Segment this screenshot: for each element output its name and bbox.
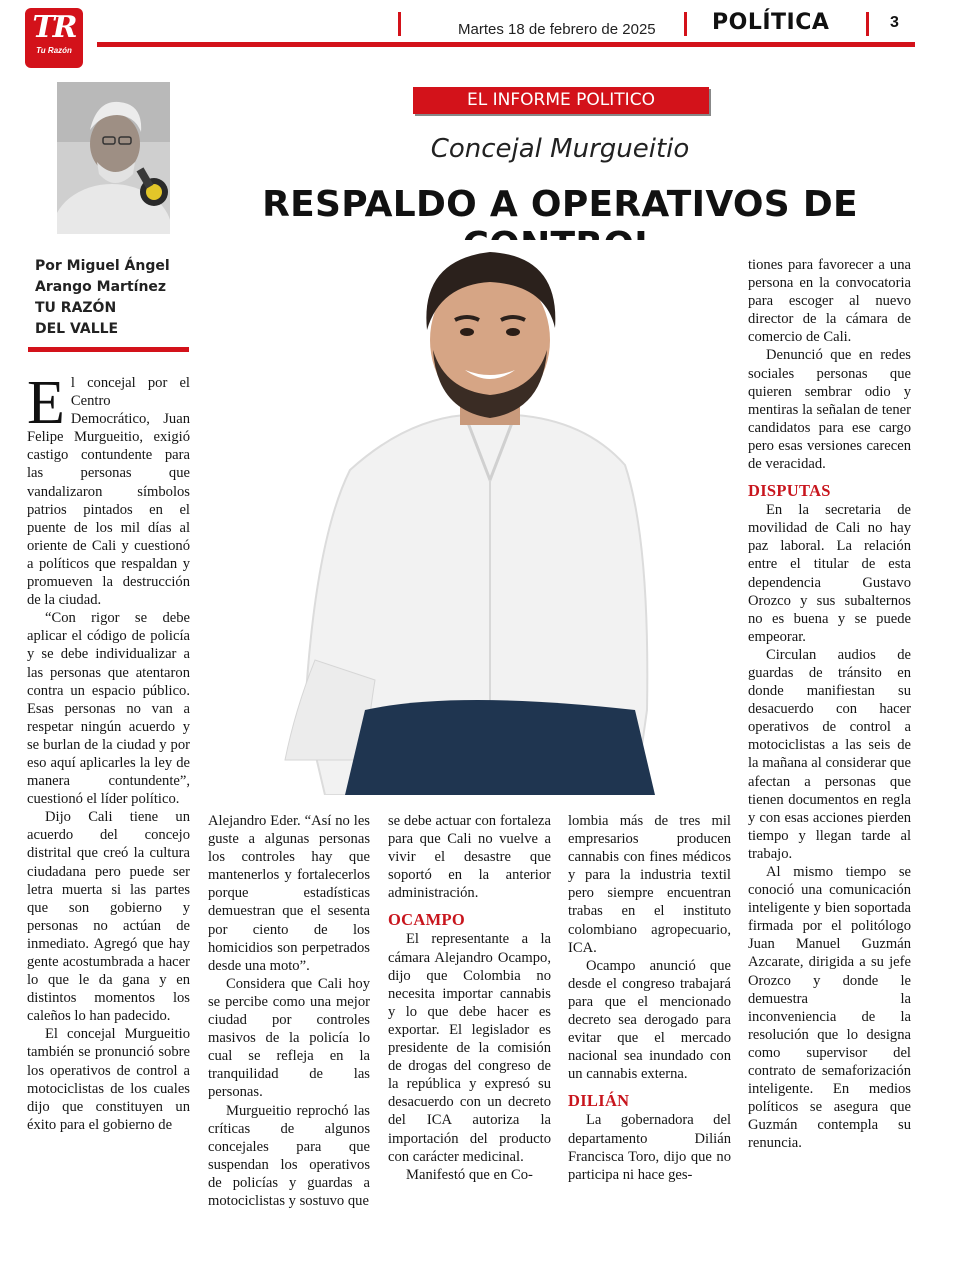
page-number: 3 xyxy=(890,14,899,31)
article-column-5 xyxy=(748,256,911,1153)
section-title: POLÍTICA xyxy=(712,10,830,35)
article-paragraph: El concejal Murgueitio también se pronunció sobre los operativos de control a motociclistas de los cuales dijo que constituyen un éxito para el gobierno de xyxy=(27,1026,190,1133)
newspaper-logo xyxy=(25,8,83,68)
article-paragraph: Circulan audios de guardas de tránsito en donde manifiestan su desacuerdo con hacer operativos de control a motociclistas a las seis de la mañana al considerar que afectan a personas que tienen documentos en regla y con esas acciones pierden tiempo y llegan tarde al trabajo. xyxy=(748,646,911,862)
logo-mark: TR xyxy=(32,10,76,45)
article-paragraph: se debe actuar con fortaleza para que Cali no vuelve a vivir el desastre que soportó en la anterior administración. xyxy=(388,813,551,902)
section-heading-ocampo: OCAMPO xyxy=(388,910,465,930)
article-paragraph: Considera que Cali hoy se percibe como una mejor ciudad por controles masivos de la policía lo cual se refleja en la tranquilidad de las personas. xyxy=(208,975,370,1101)
issue-date: Martes 18 de febrero de 2025 xyxy=(458,21,656,38)
article-paragraph: Dijo Cali tiene un acuerdo del concejo distrital que creó la cultura ciudadana pero puede ser letra muerta si las partes que son gobierno y personas no actúan de inmediato. Agregó que hay gente acostumbrada a hacer lo que le da gana y en distintos momentos los caleños lo han padecido. xyxy=(27,809,190,1025)
byline-line: TU RAZÓN xyxy=(35,300,117,316)
paragraph-text: l concejal por el Centro Democrático, Juan Felipe Murgueitio, exigió castigo contundente para las personas que vandalizaron símbolos patrios pintados en el puente de los mil días al oriente de Cali y cuestionó a políticos que respaldan y promueven la destrucción de la ciudad. xyxy=(27,375,190,609)
article-paragraph: En la secretaria de movilidad de Cali no hay paz laboral. La relación entre el titular de esta dependencia Gustavo Orozco y sus subalternos no es buena y se puede empeorar. xyxy=(748,502,911,645)
column-kicker: EL INFORME POLITICO xyxy=(413,87,709,114)
article-paragraph xyxy=(27,369,190,609)
article-paragraph: “Con rigor se debe aplicar el código de policía y se debe individualizar a las personas que atentaron contra un espacio público. Esas personas no van a respetar ningún acuerdo y se burlan de la ciudad y por eso aquí aplicarles la ley de manera contundente”, cuestionó el líder político. xyxy=(27,610,190,808)
header-divider xyxy=(866,12,869,36)
article-paragraph: Denunció que en redes sociales personas que quieren sembrar odio y mentiras la señalan de tener candidatos para ese cargo pero esas versiones carecen de veracidad. xyxy=(748,347,911,473)
article-column-1 xyxy=(27,369,190,1134)
byline-line: DEL VALLE xyxy=(35,321,119,337)
author-portrait-illustration xyxy=(57,82,170,234)
article-column-3 xyxy=(388,812,551,1184)
header-divider xyxy=(398,12,401,36)
author-photo xyxy=(57,82,170,234)
header-rule xyxy=(97,42,915,47)
article-paragraph: Manifestó que en Co- xyxy=(406,1166,533,1183)
article-paragraph: Ocampo anunció que desde el congreso trabajará para que el mencionado decreto sea derogado para evitar que el mercado nacional sea inundado con un cannabis externa. xyxy=(568,957,731,1083)
section-heading-disputas: DISPUTAS xyxy=(748,481,831,501)
article-paragraph: Al mismo tiempo se conoció una comunicación inteligente y bien soportada firmada por el politólogo Juan Manuel Guzmán Azcarate, dirigida a su jefe Orozco y donde le demuestra la inconveniencia de la resolución que lo designa como supervisor del contrato de semaforización inteligente. En medios políticos se asegura que Guzmán contempla su renuncia. xyxy=(748,864,911,1152)
article-paragraph: lombia más de tres mil empresarios producen cannabis con fines médicos y para la industria textil pero siempre encuentran trabas en el instituto colombiano agropecuario, ICA. xyxy=(568,813,731,956)
councilman-portrait-illustration xyxy=(255,240,725,795)
byline-rule xyxy=(28,347,189,352)
author-byline xyxy=(35,256,170,340)
main-photo xyxy=(255,240,725,795)
article-subhead: Concejal Murgueitio xyxy=(430,134,690,164)
article-paragraph: Alejandro Eder. “Así no les guste a algunas personas los controles hay que mantenerlos y fortalecerlos porque estadísticas demuestran que el sesenta por ciento de los homicidios son perpetrados desde una moto”. xyxy=(208,813,370,974)
article-headline: RESPALDO A OPERATIVOS DE xyxy=(262,184,858,225)
logo-subtitle: Tu Razón xyxy=(36,46,72,55)
article-paragraph: El representante a la cámara Alejandro Ocampo, dijo que Colombia no necesita importar cannabis y lo que debe hacer es exportar. El legislador es presidente de la comisión de drogas del congreso de la república y expresó su desacuerdo con un decreto del ICA autoriza la importación del producto con carácter medicinal. xyxy=(388,931,551,1165)
article-paragraph: La gobernadora del departamento Dilián Francisca Toro, dijo que no participa ni hace ges- xyxy=(568,1112,731,1183)
article-column-2 xyxy=(208,812,370,1210)
section-heading-dilian: DILIÁN xyxy=(568,1091,630,1111)
article-column-4 xyxy=(568,812,731,1184)
byline-line: Arango Martínez xyxy=(35,279,167,295)
article-paragraph: Murgueitio reprochó las críticas de algunos concejales para que suspendan los operativos de policías y guardas a motociclistas y sostuvo que xyxy=(208,1102,370,1209)
byline-line: Por Miguel Ángel xyxy=(35,258,170,274)
drop-cap: E xyxy=(27,369,65,437)
article-paragraph: tiones para favorecer a una persona en la convocatoria para escoger al nuevo director de la cámara de comercio de Cali. xyxy=(748,257,911,346)
header-divider xyxy=(684,12,687,36)
